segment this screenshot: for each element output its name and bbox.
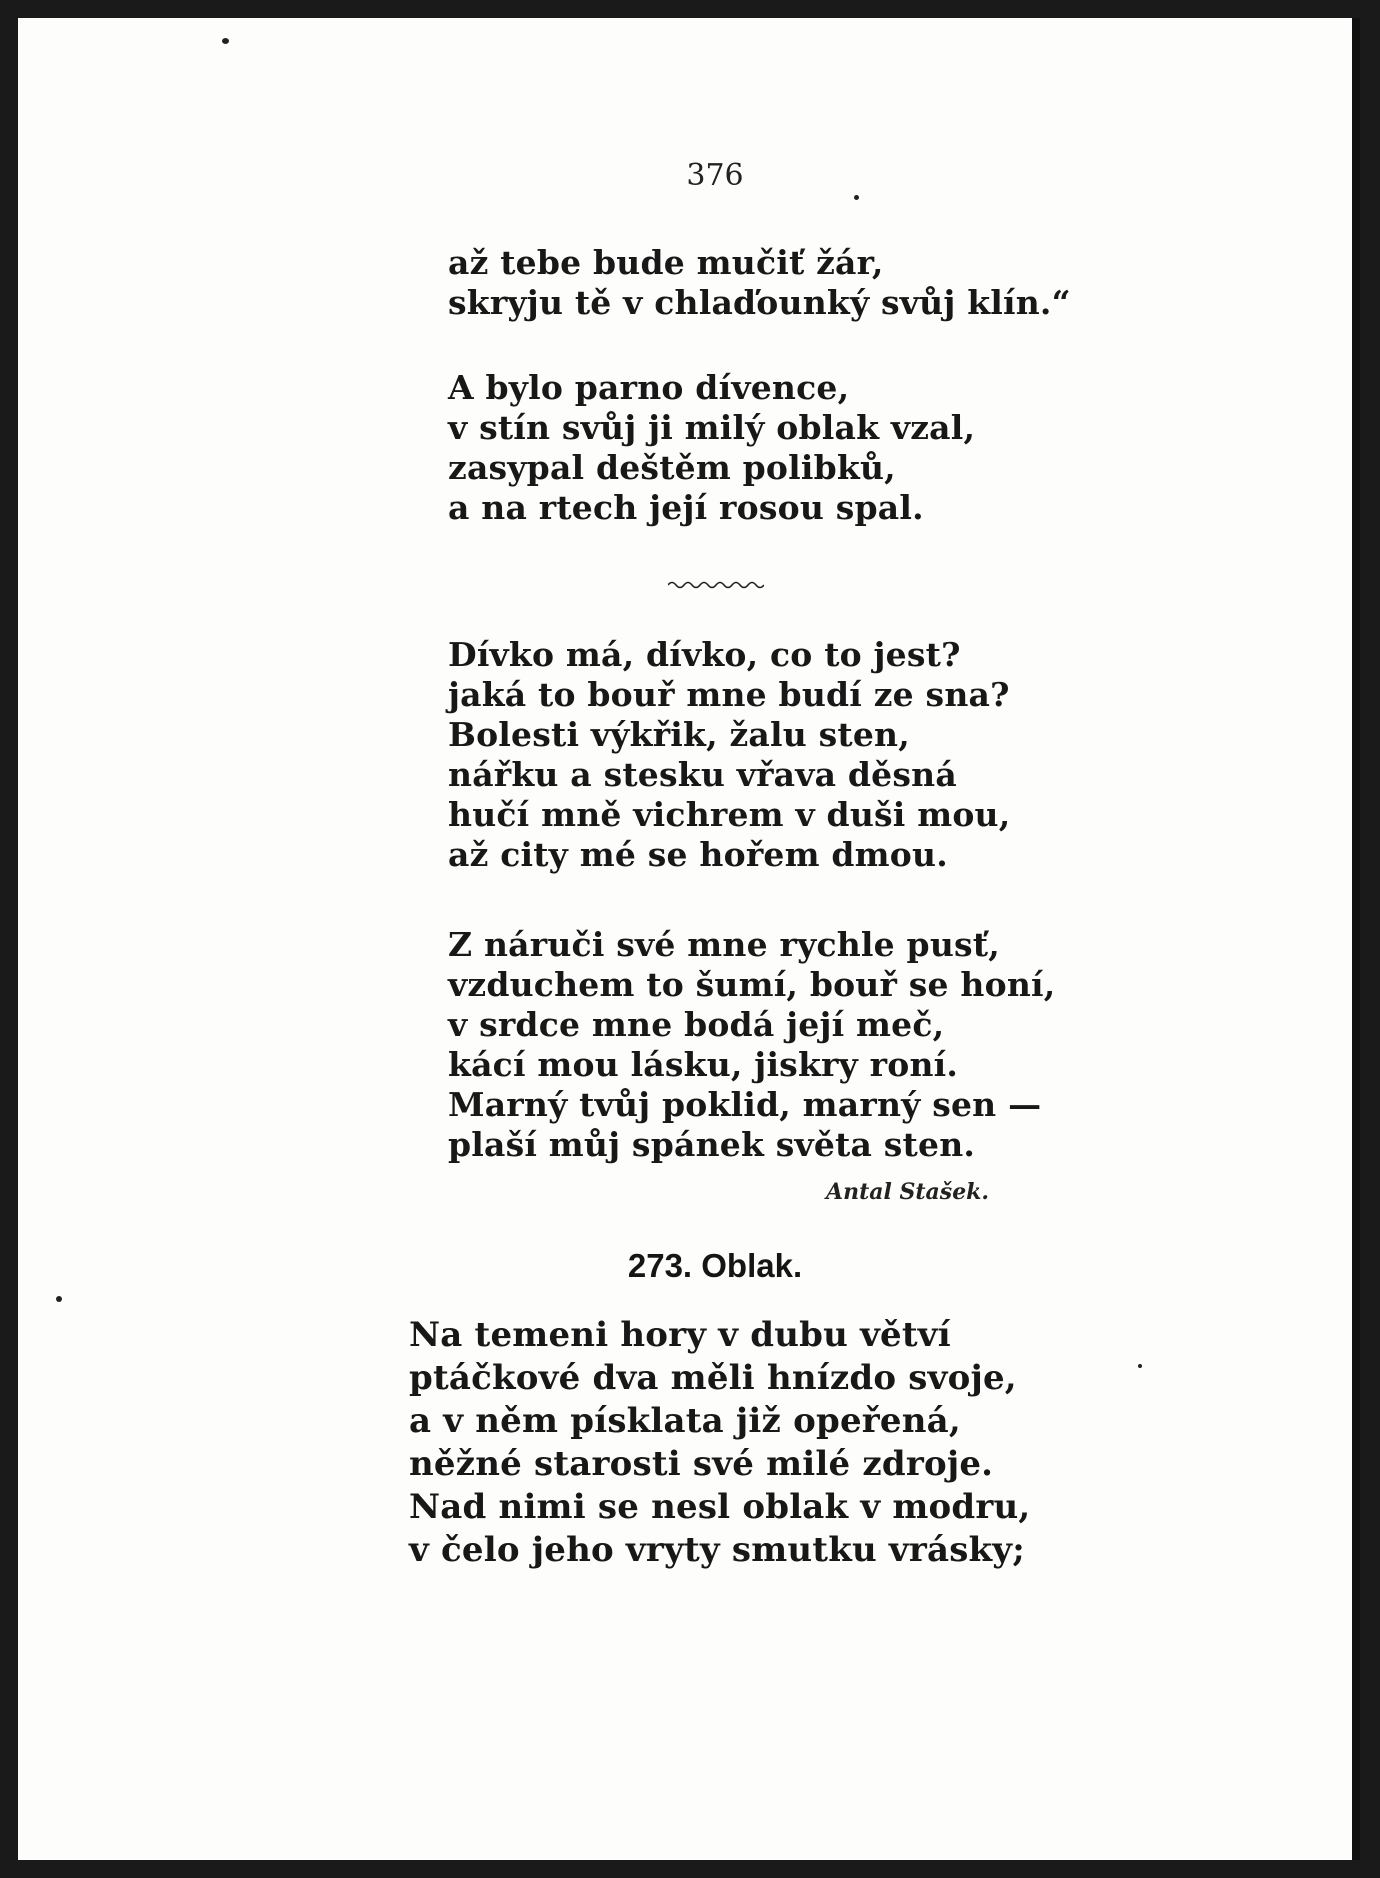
- verse-line: až city mé se hořem dmou.: [448, 835, 948, 874]
- stanza-2: [448, 368, 975, 528]
- dust-speck: [56, 1296, 62, 1302]
- verse-line: Na temeni hory v dubu větví: [409, 1315, 951, 1355]
- verse-line: kácí mou lásku, jiskry roní.: [448, 1045, 959, 1084]
- verse-line: v čelo jeho vryty smutku vrásky;: [409, 1530, 1026, 1570]
- verse-line: Z náruči své mne rychle pusť,: [448, 925, 1000, 964]
- verse-line: skryju tě v chlaďounký svůj klín.“: [448, 283, 1071, 322]
- verse-line: a na rtech její rosou spal.: [448, 488, 924, 527]
- verse-line: v srdce mne bodá její meč,: [448, 1005, 945, 1044]
- verse-line: Dívko má, dívko, co to jest?: [448, 635, 961, 674]
- verse-line: a v něm písklata již opeřená,: [409, 1401, 961, 1441]
- verse-line: nářku a stesku vřava děsná: [448, 755, 957, 794]
- author-signature: Antal Stašek.: [826, 1179, 990, 1205]
- dust-speck: [1138, 1364, 1142, 1368]
- dust-speck: [222, 38, 229, 44]
- page-number: 376: [686, 158, 744, 193]
- verse-line: v stín svůj ji milý oblak vzal,: [448, 408, 976, 447]
- verse-line: hučí mně vichrem v duši mou,: [448, 795, 1011, 834]
- dust-speck: [854, 195, 859, 200]
- stanza-1: [448, 243, 1071, 323]
- verse-line: jaká to bouř mne budí ze sna?: [448, 675, 1010, 714]
- verse-line: A bylo parno dívence,: [448, 368, 850, 407]
- wavy-divider-ornament: [668, 580, 764, 590]
- verse-line: Marný tvůj poklid, marný sen —: [448, 1085, 1042, 1124]
- verse-line: ptáčkové dva měli hnízdo svoje,: [409, 1358, 1017, 1398]
- verse-line: něžné starosti své milé zdroje.: [409, 1444, 994, 1484]
- verse-line: zasypal deštěm polibků,: [448, 448, 896, 487]
- poem-title: 273. Oblak.: [627, 1247, 803, 1284]
- verse-line: Bolesti výkřik, žalu sten,: [448, 715, 910, 754]
- verse-line: až tebe bude mučiť žár,: [448, 243, 884, 282]
- stanza-4: [448, 925, 1055, 1165]
- verse-line: plaší můj spánek světa sten.: [448, 1125, 976, 1164]
- stanza-3: [448, 635, 1010, 875]
- verse-line: vzduchem to šumí, bouř se honí,: [448, 965, 1056, 1004]
- poem-body: [409, 1314, 1030, 1572]
- verse-line: Nad nimi se nesl oblak v modru,: [409, 1487, 1031, 1527]
